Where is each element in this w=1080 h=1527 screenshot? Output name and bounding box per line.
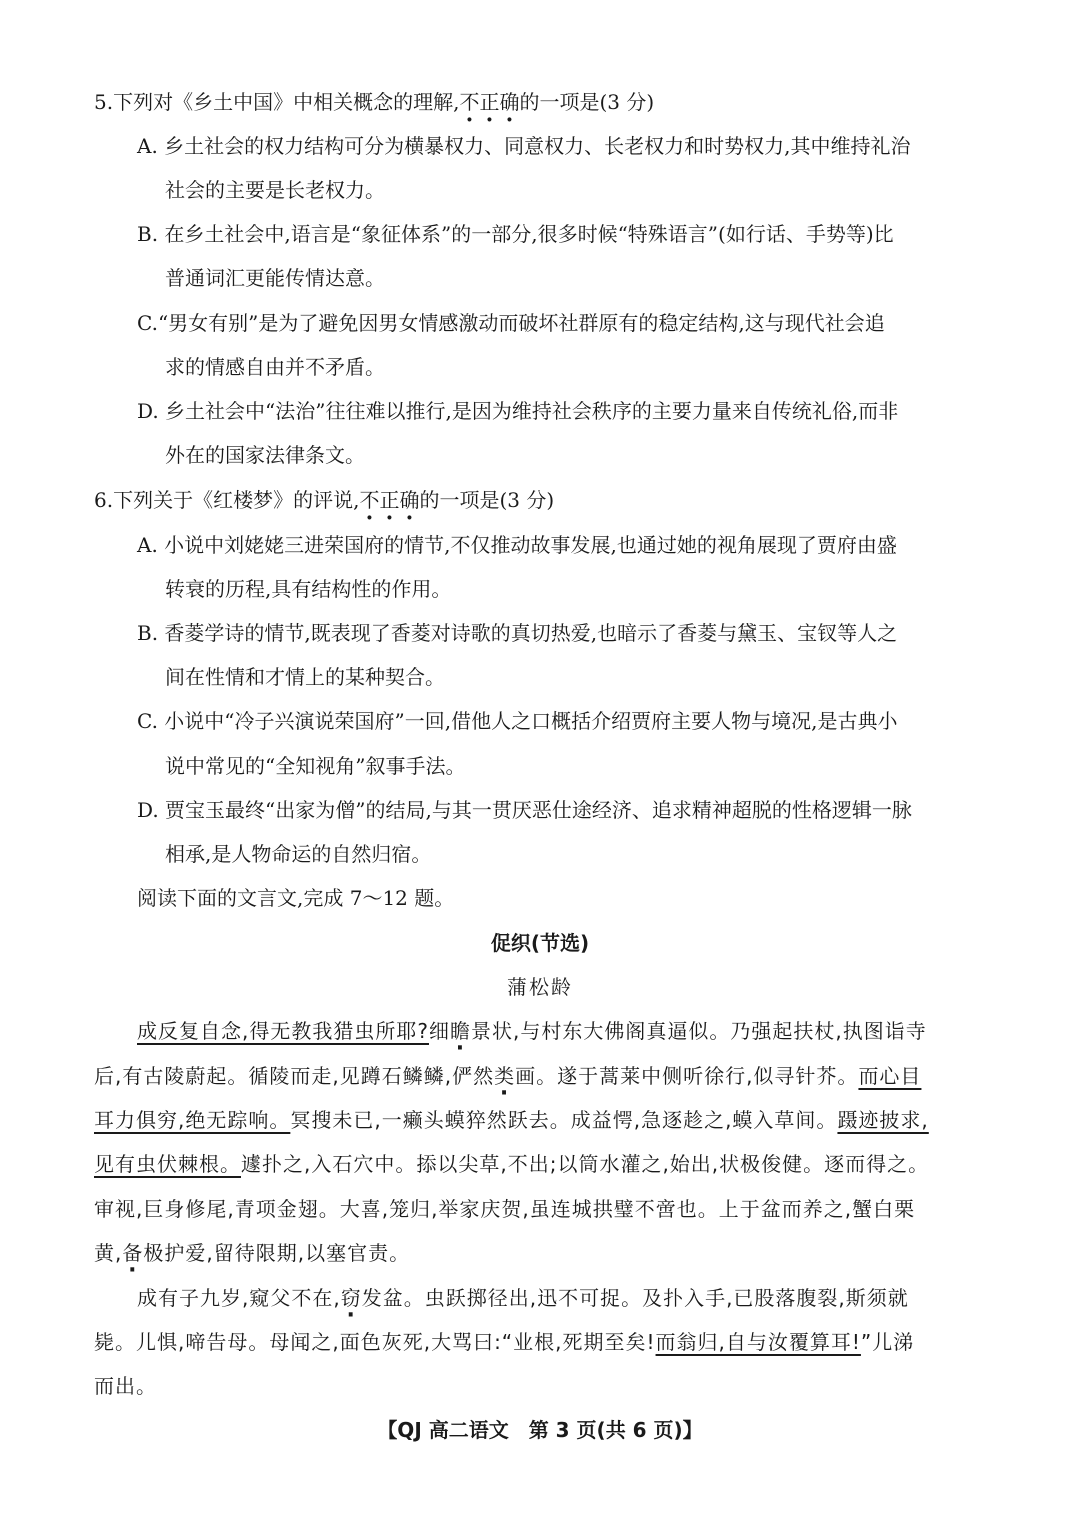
- passage-text: ”儿涕: [860, 1330, 915, 1354]
- emphasis-char: 确: [499, 90, 520, 114]
- emphasis-char: 不: [459, 90, 480, 114]
- passage-text: 毙。儿惧,啼告母。母闻之,面色灰死,大骂曰:“业根,死期至矣!: [94, 1330, 656, 1354]
- emphasis-char: 瞻: [449, 1019, 471, 1043]
- q5-option-b-cont: 普通词汇更能传情达意。: [165, 266, 385, 290]
- emphasis-char: 正: [379, 488, 400, 512]
- q5-option-b: B. 在乡土社会中,语言是“象征体系”的一部分,很多时候“特殊语言”(如行话、手势等)比: [137, 222, 894, 246]
- question-5-stem-text: 5.下列对《乡土中国》中相关概念的理解,: [94, 90, 460, 114]
- passage-line: [94, 1328, 914, 1356]
- question-6-score: 的一项是(3 分): [419, 488, 555, 512]
- passage-text: 冥搜未已,一癞头蟆猝然跃去。成益愕,急逐趁之,蟆入草间。: [290, 1108, 838, 1132]
- passage-text: 成有子九岁,窥父不在,: [137, 1286, 341, 1310]
- passage-title: 促织(节选): [490, 931, 590, 955]
- q6-option-a-cont: 转衰的历程,具有结构性的作用。: [165, 577, 452, 601]
- passage-line: [94, 1239, 410, 1267]
- emphasis-char: 确: [399, 488, 420, 512]
- q5-option-d: D. 乡土社会中“法治”往往难以推行,是因为维持社会秩序的主要力量来自传统礼俗,而非: [137, 399, 899, 423]
- question-5-stem: [94, 88, 654, 116]
- q6-option-b: B. 香菱学诗的情节,既表现了香菱对诗歌的真切热爱,也暗示了香菱与黛玉、宝钗等人之: [137, 621, 898, 645]
- emphasis-char: 不: [359, 488, 380, 512]
- emphasis-char: 备: [122, 1241, 144, 1265]
- passage-text: 遽扑之,入石穴中。掭以尖草,不出;以筒水灌之,始出,状极俊健。逐而得之。: [241, 1152, 930, 1176]
- question-5-score: 的一项是(3 分): [519, 90, 655, 114]
- emphasis-char: 窃: [340, 1286, 362, 1310]
- q6-option-c-cont: 说中常见的“全知视角”叙事手法。: [165, 754, 466, 778]
- passage-line: [94, 1062, 921, 1090]
- question-6-stem: [94, 486, 554, 514]
- question-6-stem-text: 6.下列关于《红楼梦》的评说,: [94, 488, 360, 512]
- emphasis-char: 类: [494, 1064, 516, 1088]
- passage-text: 极护爱,留待限期,以塞官责。: [143, 1241, 411, 1265]
- q5-option-a: A. 乡土社会的权力结构可分为横暴权力、同意权力、长老权力和时势权力,其中维持礼治: [137, 134, 911, 158]
- q6-option-b-cont: 间在性情和才情上的某种契合。: [165, 665, 445, 689]
- passage-line: 审视,巨身修尾,青项金翅。大喜,笼归,举家庆贺,虽连城拱璧不啻也。上于盆而养之,蟹白栗: [94, 1197, 916, 1221]
- q5-option-c-cont: 求的情感自由并不矛盾。: [165, 355, 385, 379]
- reading-instruction: 阅读下面的文言文,完成 7～12 题。: [137, 886, 455, 910]
- q6-option-d: D. 贾宝玉最终“出家为僧”的结局,与其一贯厌恶仕途经济、追求精神超脱的性格逻辑一脉: [137, 798, 912, 822]
- underlined-sentence: 蹑迹披求,: [837, 1108, 929, 1132]
- passage-line: 而出。: [94, 1374, 157, 1398]
- q5-option-c: C.“男女有别”是为了避免因男女情感激动而破坏社群原有的稳定结构,这与现代社会追: [137, 311, 885, 335]
- q6-option-c: C. 小说中“冷子兴演说荣国府”一回,借他人之口概括介绍贾府主要人物与境况,是古典小: [137, 709, 898, 733]
- passage-text: 画。遂于蒿莱中侧听徐行,似寻针芥。: [515, 1064, 859, 1088]
- passage-text: 景状,与村东大佛阁真逼似。乃强起扶杖,执图诣寺: [470, 1019, 927, 1043]
- passage-line: [94, 1150, 929, 1178]
- q5-option-d-cont: 外在的国家法律条文。: [165, 443, 365, 467]
- passage-line: [94, 1106, 929, 1134]
- underlined-sentence: 而翁归,自与汝覆算耳!: [655, 1330, 861, 1354]
- passage-text: 细: [428, 1019, 450, 1043]
- passage-text: 发盆。虫跃掷径出,迅不可捉。及扑入手,已股落腹裂,斯须就: [361, 1286, 909, 1310]
- underlined-sentence: 成反复自念,得无教我猎虫所耶?: [137, 1019, 429, 1043]
- q6-option-d-cont: 相承,是人物命运的自然归宿。: [165, 842, 432, 866]
- emphasis-char: 正: [479, 90, 500, 114]
- q5-option-a-cont: 社会的主要是长老权力。: [165, 178, 385, 202]
- underlined-sentence: 而心目: [858, 1064, 922, 1088]
- underlined-sentence: 见有虫伏棘根。: [94, 1152, 241, 1176]
- passage-line: [137, 1284, 909, 1312]
- passage-text: 黄,: [94, 1241, 123, 1265]
- passage-author: 蒲松龄: [507, 975, 573, 999]
- passage-line: [137, 1017, 927, 1045]
- passage-text: 后,有古陵蔚起。循陵而走,见蹲石鳞鳞,俨然: [94, 1064, 495, 1088]
- underlined-sentence: 耳力俱穷,绝无踪响。: [94, 1108, 291, 1132]
- page-footer: 【QJ 高二语文 第 3 页(共 6 页)】: [377, 1418, 703, 1442]
- q6-option-a: A. 小说中刘姥姥三进荣国府的情节,不仅推动故事发展,也通过她的视角展现了贾府由盛: [137, 533, 897, 557]
